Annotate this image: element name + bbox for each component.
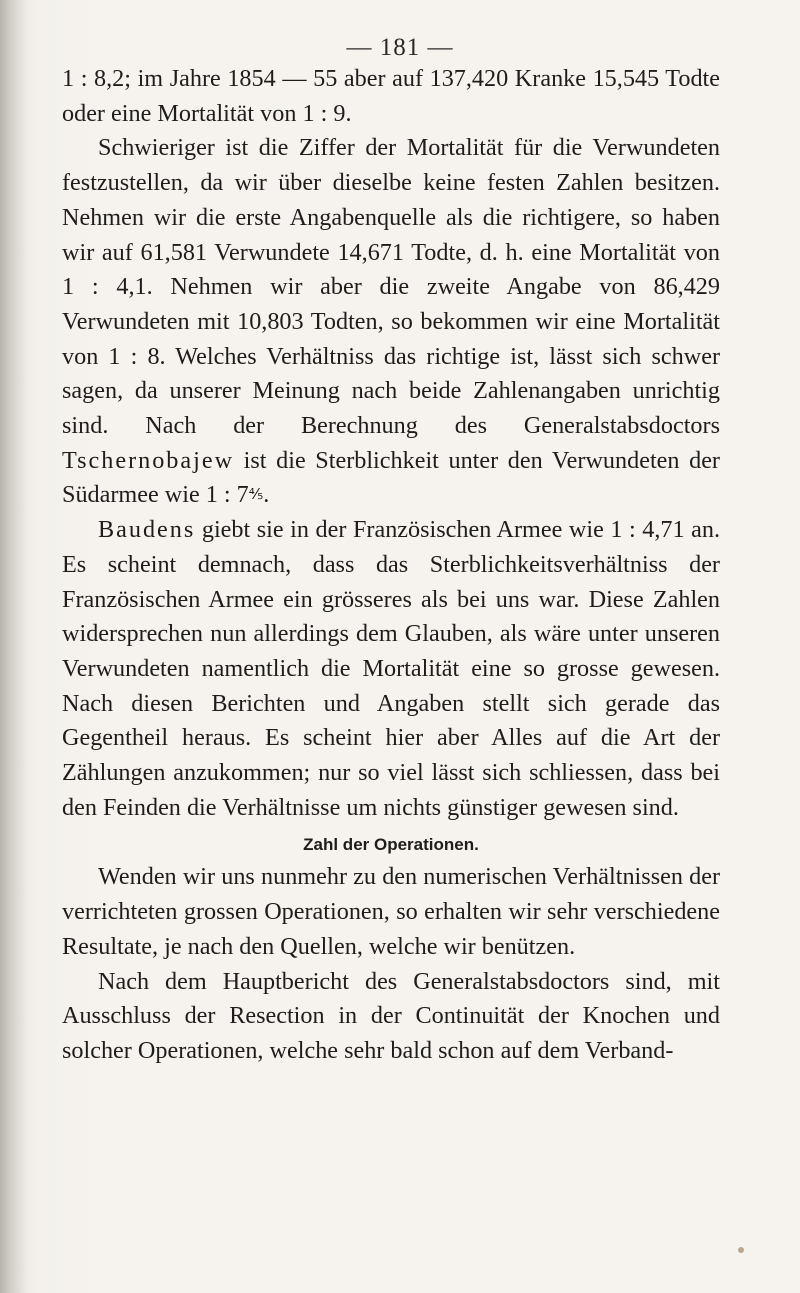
paper-speck xyxy=(738,1247,744,1253)
author-name: Baudens xyxy=(98,516,196,544)
text-run: giebt sie in der Französischen Armee wie 1 : 4,71 an. Es scheint demnach, dass das Sterblichkeitsverhältniss der Französischen Armee ein grösseres als bei uns war. Diese Zahlen widersprechen nun allerdings dem Glauben, als wäre unter unseren Verwundeten namentlich die Mortalität eine so grosse gewesen. Nach diesen Berichten und Angaben stellt sich gerade das Gegentheil heraus. Es scheint hier aber Alles auf die Art der Zählungen anzukommen; nur so viel lässt sich schliessen, dass bei den Feinden die Verhältnisse um nichts günstiger gewesen sind. xyxy=(62,516,720,821)
paragraph xyxy=(62,62,720,131)
paragraph xyxy=(62,860,720,964)
text-run: Schwieriger ist die Ziffer der Mortalität für die Verwundeten festzustellen, da wir über dieselbe keine festen Zahlen besitzen. Nehmen wir die erste Angabenquelle als die richtigere, so haben wir auf 61,581 Verwundete 14,671 Todte, d. h. eine Mortalität von 1 : 4,1. Nehmen wir aber die zweite Angabe von 86,429 Verwundeten mit 10,803 Todten, so bekommen wir eine Mortalität von 1 : 8. Welches Verhältniss das richtige ist, lässt sich schwer sagen, da unserer Meinung nach beide Zahlenangaben unrichtig sind. Nach der Berechnung des Generalstabsdoctors xyxy=(62,134,720,440)
author-name: Tschernobajew xyxy=(62,446,235,474)
fraction: ⅘ xyxy=(248,487,264,504)
paragraph xyxy=(62,131,720,513)
text-run: Wenden wir uns nunmehr zu den numerischen Verhältnissen der verrichteten grossen Operationen, so erhalten wir sehr verschiedene Resultate, je nach den Quellen, welche wir benützen. xyxy=(62,863,720,960)
page-number: — 181 — xyxy=(346,34,454,61)
binding-shadow xyxy=(0,0,28,1293)
section-heading xyxy=(62,830,720,860)
text-run: Zahl der Operationen. xyxy=(303,835,479,855)
body-text xyxy=(62,62,720,1069)
text-run: . xyxy=(263,481,270,509)
paragraph xyxy=(62,513,720,825)
text-run: ist die Sterblichkeit unter den Verwundeten der Südarmee wie 1 : 7 xyxy=(62,446,720,509)
paragraph xyxy=(62,965,720,1069)
text-run: Nach dem Hauptbericht des Generalstabsdoctors sind, mit Ausschluss der Resection in der Continuität der Knochen und solcher Operationen, welche sehr bald schon auf dem Verband- xyxy=(62,967,720,1064)
text-run: 1 : 8,2; im Jahre 1854 — 55 aber auf 137,420 Kranke 15,545 Todte oder eine Mortalität von 1 : 9. xyxy=(62,65,720,127)
